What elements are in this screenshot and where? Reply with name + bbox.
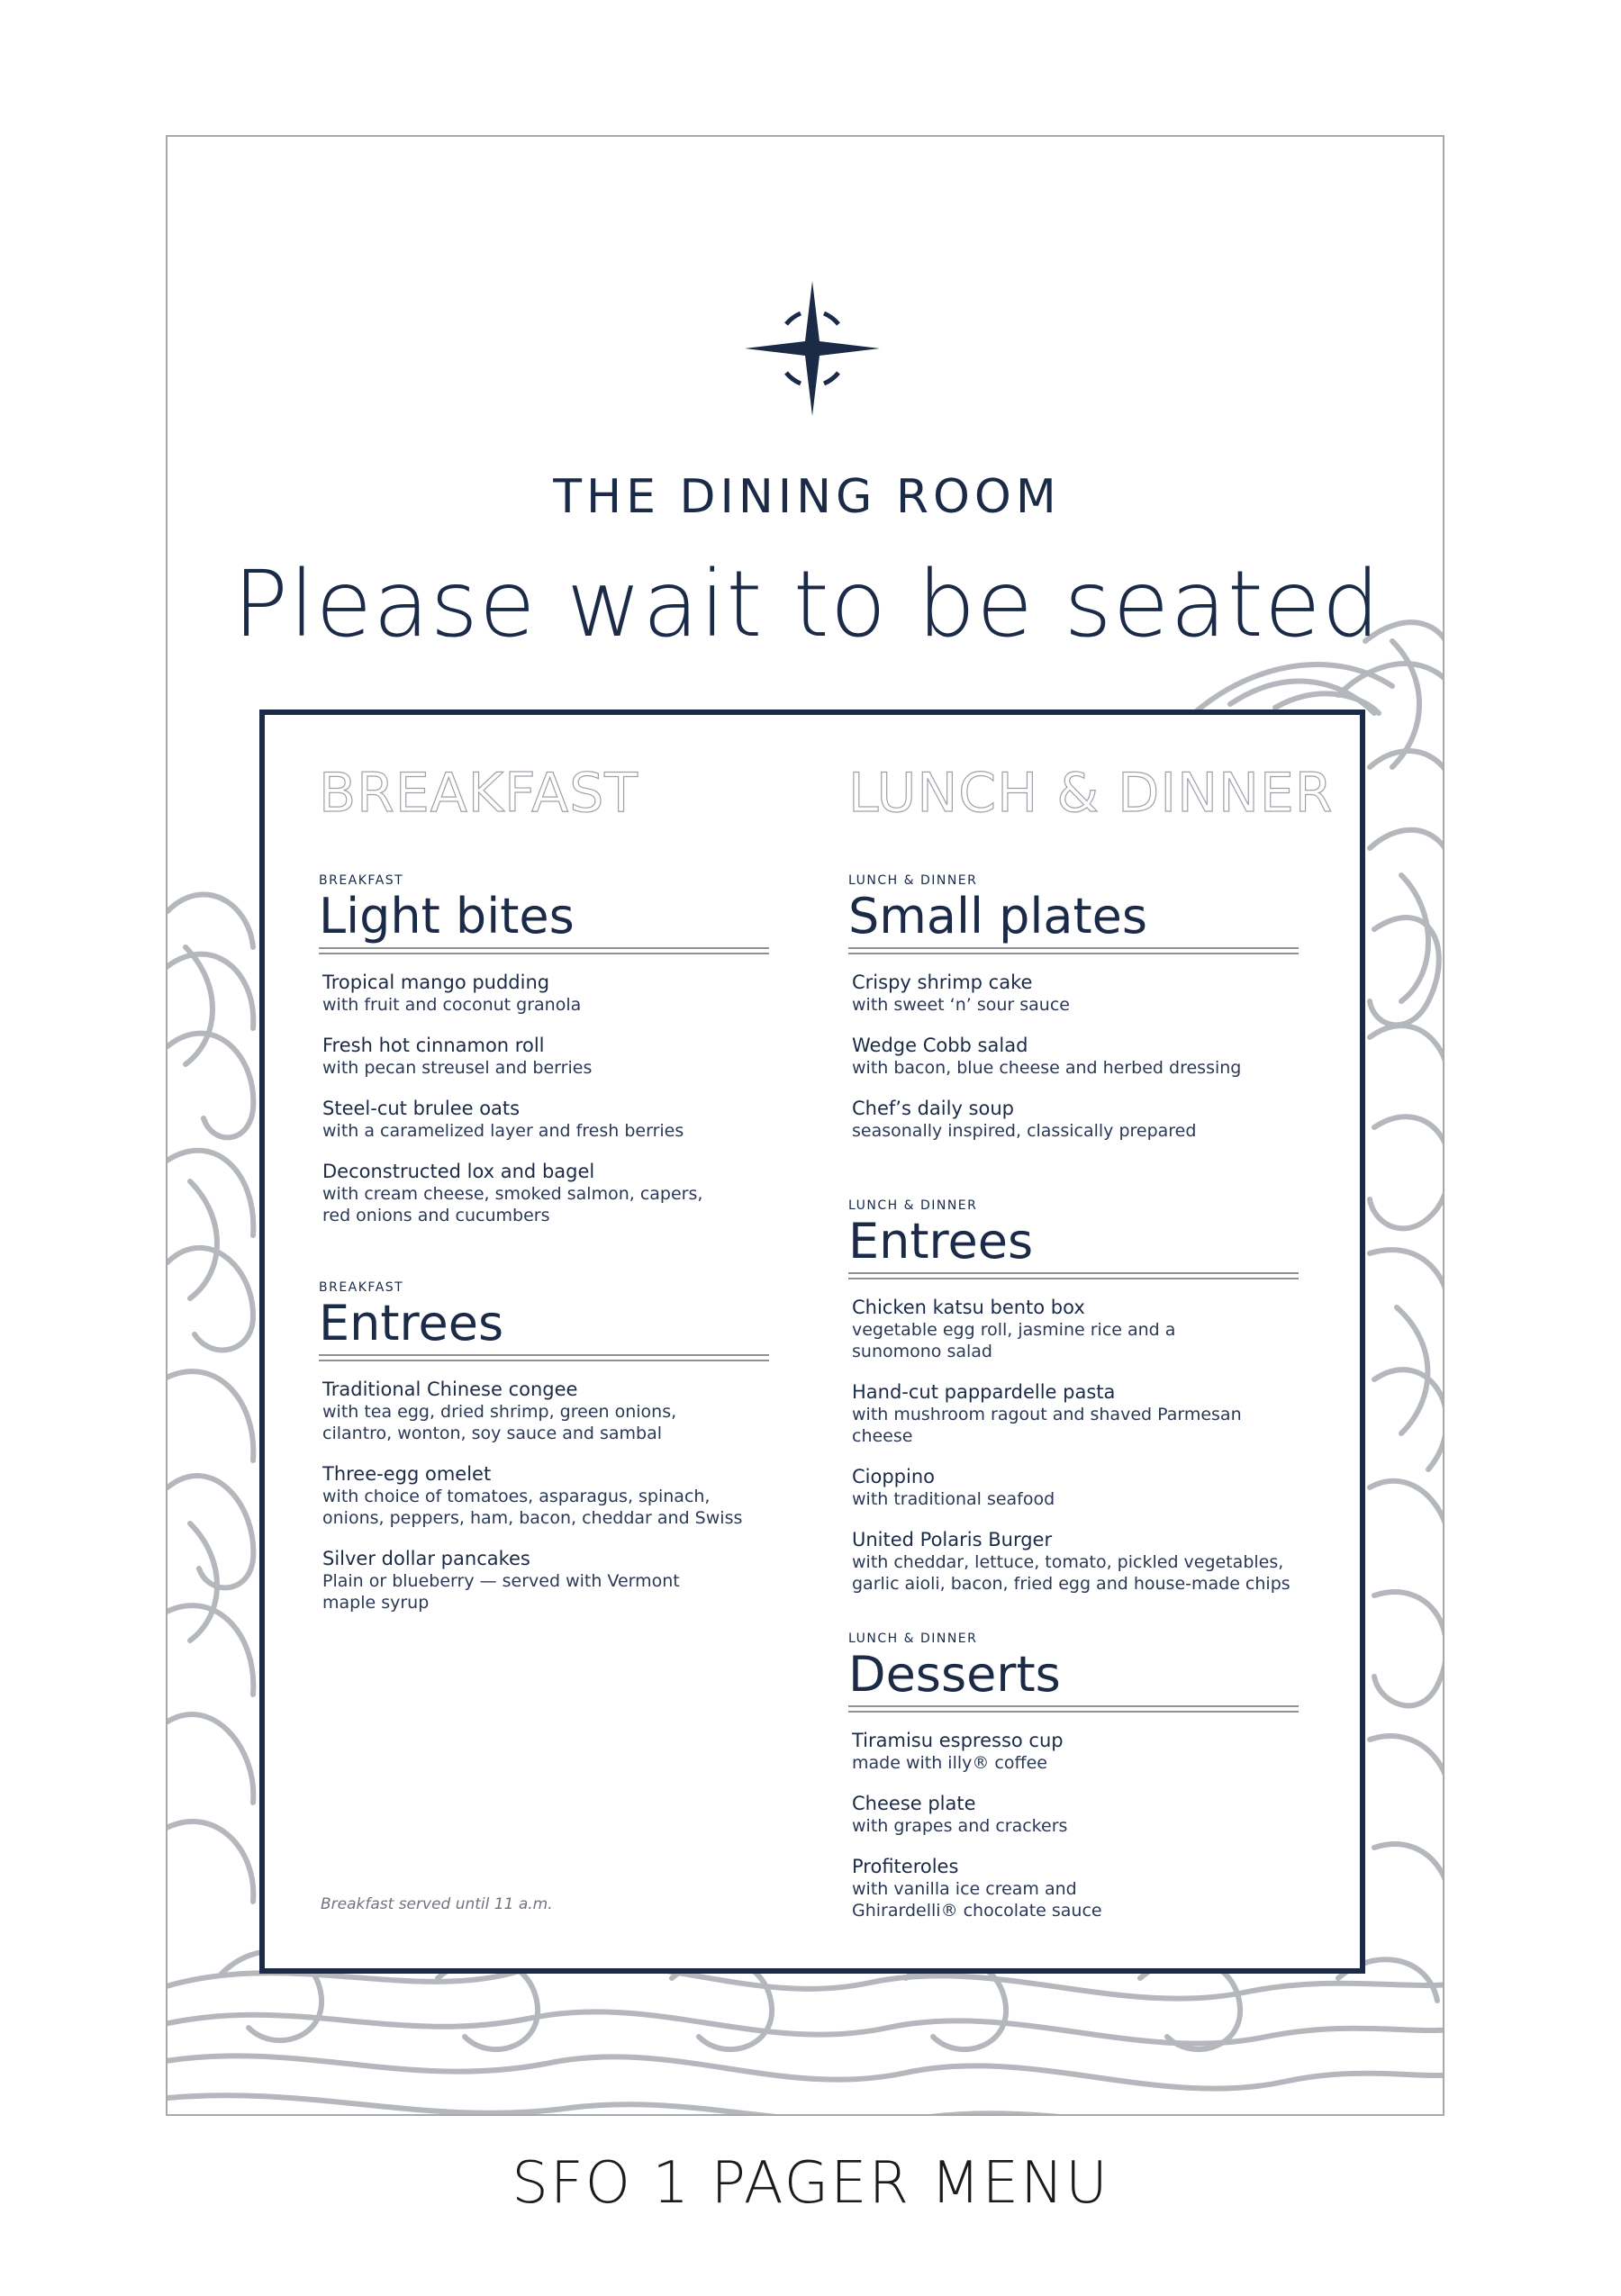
section-kicker: LUNCH & DINNER [848, 1198, 978, 1213]
menu-item [322, 971, 769, 1016]
item-name: Steel-cut brulee oats [322, 1098, 521, 1119]
lunch-dinner-entrees [848, 1198, 1299, 1613]
item-name: Profiteroles [852, 1856, 959, 1877]
item-desc: cilantro, wonton, soy sauce and sambal [322, 1424, 663, 1443]
section-kicker: BREAKFAST [319, 1280, 404, 1295]
item-name: Crispy shrimp cake [852, 972, 1033, 993]
item-name: Wedge Cobb salad [852, 1035, 1028, 1056]
menu-item [852, 1380, 1299, 1447]
footer-caption: SFO 1 PAGER MENU [512, 2150, 1109, 2217]
item-desc: with grapes and crackers [852, 1816, 1068, 1836]
item-desc: with bacon, blue cheese and herbed dressing [852, 1058, 1242, 1078]
lunch-dinner-heading: LUNCH & DINNER [848, 762, 1334, 825]
item-desc: seasonally inspired, classically prepared [852, 1121, 1197, 1141]
desserts [848, 1632, 1299, 1939]
item-desc: with a caramelized layer and fresh berries [322, 1121, 684, 1141]
item-name: Deconstructed lox and bagel [322, 1161, 595, 1182]
section-title: Desserts [848, 1646, 1061, 1703]
item-desc: with choice of tomatoes, asparagus, spinach, [322, 1487, 711, 1506]
item-name: Chicken katsu bento box [852, 1297, 1085, 1318]
item-name: Tropical mango pudding [322, 972, 550, 993]
menu-item [852, 971, 1299, 1016]
menu-item [322, 1160, 769, 1226]
item-desc: maple syrup [322, 1593, 430, 1613]
section-rule [319, 947, 769, 954]
item-desc: red onions and cucumbers [322, 1206, 550, 1225]
item-name: Three-egg omelet [322, 1463, 492, 1485]
section-rule [319, 1354, 769, 1361]
item-name: United Polaris Burger [852, 1529, 1053, 1550]
menu-item [852, 1855, 1299, 1921]
item-desc: garlic aioli, bacon, fried egg and house-made chips [852, 1574, 1290, 1594]
item-desc: Ghirardelli® chocolate sauce [852, 1901, 1102, 1921]
item-name: Traditional Chinese congee [322, 1379, 578, 1400]
section-title: Entrees [319, 1295, 504, 1351]
menu-item [322, 1378, 769, 1444]
venue-name: THE DINING ROOM [553, 470, 1061, 524]
item-desc: with cream cheese, smoked salmon, capers, [322, 1184, 703, 1204]
item-name: Cheese plate [852, 1793, 976, 1814]
item-name: Chef’s daily soup [852, 1098, 1014, 1119]
item-desc: sunomono salad [852, 1342, 992, 1361]
compass-star-icon [745, 281, 880, 416]
item-desc: with fruit and coconut granola [322, 995, 582, 1015]
menu-item [322, 1547, 769, 1614]
menu-item [852, 1792, 1299, 1837]
item-name: Silver dollar pancakes [322, 1548, 530, 1569]
menu-item [852, 1296, 1299, 1362]
section-rule [848, 947, 1299, 954]
item-desc: with cheddar, lettuce, tomato, pickled vegetables, [852, 1552, 1284, 1572]
menu-item [852, 1034, 1299, 1079]
breakfast-entrees [319, 1280, 769, 1632]
menu-item [852, 1729, 1299, 1774]
breakfast-hours-note: Breakfast served until 11 a.m. [321, 1895, 553, 1913]
item-desc: with sweet ‘n’ sour sauce [852, 995, 1070, 1015]
menu-poster [166, 135, 1444, 2116]
menu-item [322, 1097, 769, 1142]
item-desc: with tea egg, dried shrimp, green onions, [322, 1402, 677, 1422]
item-desc: onions, peppers, ham, bacon, cheddar and Swiss [322, 1508, 743, 1528]
breakfast-light-bites [319, 873, 769, 1244]
section-rule [848, 1272, 1299, 1279]
small-plates [848, 873, 1299, 1160]
item-desc: with traditional seafood [852, 1489, 1055, 1509]
menu-item [852, 1528, 1299, 1595]
item-name: Hand-cut pappardelle pasta [852, 1381, 1116, 1403]
menu-item [852, 1097, 1299, 1142]
item-desc: with mushroom ragout and shaved Parmesan cheese [852, 1405, 1242, 1446]
item-name: Tiramisu espresso cup [852, 1730, 1064, 1751]
section-title: Light bites [319, 888, 575, 945]
section-kicker: LUNCH & DINNER [848, 1632, 978, 1646]
section-title: Entrees [848, 1213, 1034, 1270]
section-title: Small plates [848, 888, 1148, 945]
item-desc: vegetable egg roll, jasmine rice and a [852, 1320, 1176, 1340]
section-kicker: LUNCH & DINNER [848, 873, 978, 888]
item-desc: with pecan streusel and berries [322, 1058, 593, 1078]
breakfast-heading: BREAKFAST [319, 762, 638, 825]
menu-box [259, 710, 1365, 1974]
menu-item [322, 1034, 769, 1079]
section-rule [848, 1705, 1299, 1713]
item-desc: Plain or blueberry — served with Vermont [322, 1571, 680, 1591]
item-name: Cioppino [852, 1466, 935, 1487]
seating-sign: Please wait to be seated [232, 551, 1381, 658]
item-name: Fresh hot cinnamon roll [322, 1035, 545, 1056]
item-desc: made with illy® coffee [852, 1753, 1047, 1773]
menu-item [322, 1462, 769, 1529]
item-desc: with vanilla ice cream and [852, 1879, 1077, 1899]
menu-item [852, 1465, 1299, 1510]
section-kicker: BREAKFAST [319, 873, 404, 888]
